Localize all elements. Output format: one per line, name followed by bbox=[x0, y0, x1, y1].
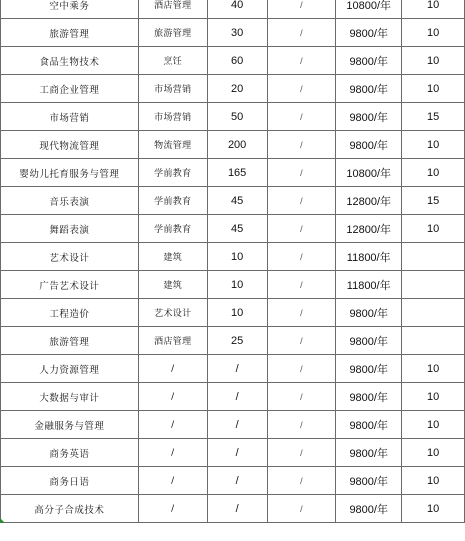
cell-major-name: 市场营销 bbox=[1, 103, 139, 131]
cell-plan-count: / bbox=[207, 355, 267, 383]
cell-plan-count: 10 bbox=[207, 243, 267, 271]
table-row bbox=[1, 383, 465, 411]
cell-category: / bbox=[138, 439, 207, 467]
cell-major-name: 金融服务与管理 bbox=[1, 411, 139, 439]
cell-tuition: 9800/年 bbox=[336, 467, 402, 495]
cell-major-name: 商务英语 bbox=[1, 439, 139, 467]
cell-fee: 10 bbox=[402, 75, 465, 103]
cell-plan-count: / bbox=[207, 495, 267, 523]
cell-tuition: 10800/年 bbox=[336, 159, 402, 187]
cell-fee bbox=[402, 243, 465, 271]
cell-plan-count: 20 bbox=[207, 75, 267, 103]
cell-plan-count: 25 bbox=[207, 327, 267, 355]
cell-category: 旅游管理 bbox=[138, 19, 207, 47]
cell-plan-count: 50 bbox=[207, 103, 267, 131]
cell-major-name: 商务日语 bbox=[1, 467, 139, 495]
table-row bbox=[1, 103, 465, 131]
cell-extra: / bbox=[267, 327, 336, 355]
cell-plan-count: 200 bbox=[207, 131, 267, 159]
table-row bbox=[1, 187, 465, 215]
cell-tuition: 9800/年 bbox=[336, 439, 402, 467]
table-row bbox=[1, 355, 465, 383]
cell-fee: 10 bbox=[402, 131, 465, 159]
cell-extra: / bbox=[267, 159, 336, 187]
cell-plan-count: 40 bbox=[207, 0, 267, 19]
cell-fee bbox=[402, 299, 465, 327]
cell-category: 学前教育 bbox=[138, 215, 207, 243]
cell-extra: / bbox=[267, 439, 336, 467]
cell-tuition: 9800/年 bbox=[336, 103, 402, 131]
table-row bbox=[1, 19, 465, 47]
cell-fee: 10 bbox=[402, 411, 465, 439]
table-row bbox=[1, 215, 465, 243]
cell-major-name: 工商企业管理 bbox=[1, 75, 139, 103]
cell-fee bbox=[402, 327, 465, 355]
cell-extra: / bbox=[267, 215, 336, 243]
cell-tuition: 10800/年 bbox=[336, 0, 402, 19]
cell-category: 建筑 bbox=[138, 243, 207, 271]
table-row bbox=[1, 243, 465, 271]
cell-category: 酒店管理 bbox=[138, 327, 207, 355]
cell-plan-count: / bbox=[207, 439, 267, 467]
cell-plan-count: 165 bbox=[207, 159, 267, 187]
cell-tuition: 9800/年 bbox=[336, 495, 402, 523]
cell-plan-count: 10 bbox=[207, 271, 267, 299]
cell-fee: 10 bbox=[402, 495, 465, 523]
cell-tuition: 9800/年 bbox=[336, 327, 402, 355]
table-row bbox=[1, 411, 465, 439]
cell-major-name: 舞蹈表演 bbox=[1, 215, 139, 243]
cell-extra: / bbox=[267, 187, 336, 215]
cell-category: 物流管理 bbox=[138, 131, 207, 159]
cell-category: 学前教育 bbox=[138, 159, 207, 187]
table-row bbox=[1, 467, 465, 495]
cell-fee: 10 bbox=[402, 159, 465, 187]
cell-extra: / bbox=[267, 243, 336, 271]
cell-extra: / bbox=[267, 19, 336, 47]
cell-major-name: 空中乘务 bbox=[1, 0, 139, 19]
cell-tuition: 11800/年 bbox=[336, 271, 402, 299]
table-row bbox=[1, 131, 465, 159]
cell-tuition: 9800/年 bbox=[336, 19, 402, 47]
cell-category: / bbox=[138, 495, 207, 523]
cell-category: 酒店管理 bbox=[138, 0, 207, 19]
cell-tuition: 9800/年 bbox=[336, 355, 402, 383]
cell-extra: / bbox=[267, 103, 336, 131]
cell-category: 烹饪 bbox=[138, 47, 207, 75]
cell-extra: / bbox=[267, 75, 336, 103]
cell-tuition: 11800/年 bbox=[336, 243, 402, 271]
cell-major-name: 旅游管理 bbox=[1, 327, 139, 355]
cell-fee: 10 bbox=[402, 0, 465, 19]
cell-fee: 10 bbox=[402, 215, 465, 243]
table-row bbox=[1, 271, 465, 299]
cell-extra: / bbox=[267, 411, 336, 439]
cell-category: 市场营销 bbox=[138, 103, 207, 131]
cell-major-name: 旅游管理 bbox=[1, 19, 139, 47]
cell-extra: / bbox=[267, 355, 336, 383]
table-row bbox=[1, 47, 465, 75]
cell-fee: 10 bbox=[402, 47, 465, 75]
cell-major-name: 高分子合成技术 bbox=[1, 495, 139, 523]
cell-extra: / bbox=[267, 467, 336, 495]
cell-tuition: 9800/年 bbox=[336, 47, 402, 75]
cell-extra: / bbox=[267, 0, 336, 19]
cell-extra: / bbox=[267, 299, 336, 327]
cell-extra: / bbox=[267, 271, 336, 299]
cell-plan-count: / bbox=[207, 467, 267, 495]
table-row bbox=[1, 327, 465, 355]
table-row bbox=[1, 439, 465, 467]
cell-tuition: 12800/年 bbox=[336, 187, 402, 215]
table-row bbox=[1, 495, 465, 523]
cell-extra: / bbox=[267, 131, 336, 159]
cell-extra: / bbox=[267, 495, 336, 523]
cell-fee: 15 bbox=[402, 187, 465, 215]
cell-plan-count: 45 bbox=[207, 187, 267, 215]
cell-fee: 10 bbox=[402, 467, 465, 495]
table-row bbox=[1, 75, 465, 103]
table-row bbox=[1, 0, 465, 19]
cell-major-name: 食品生物技术 bbox=[1, 47, 139, 75]
cell-category: / bbox=[138, 355, 207, 383]
cell-tuition: 9800/年 bbox=[336, 411, 402, 439]
cell-tuition: 9800/年 bbox=[336, 299, 402, 327]
cell-fee: 10 bbox=[402, 383, 465, 411]
cell-fee: 10 bbox=[402, 439, 465, 467]
cell-plan-count: 60 bbox=[207, 47, 267, 75]
cell-major-name: 艺术设计 bbox=[1, 243, 139, 271]
cell-major-name: 大数据与审计 bbox=[1, 383, 139, 411]
cell-fee: 10 bbox=[402, 19, 465, 47]
cell-category: / bbox=[138, 467, 207, 495]
cell-category: 学前教育 bbox=[138, 187, 207, 215]
cell-category: 市场营销 bbox=[138, 75, 207, 103]
cell-category: / bbox=[138, 411, 207, 439]
cell-plan-count: 30 bbox=[207, 19, 267, 47]
cell-category: 艺术设计 bbox=[138, 299, 207, 327]
table-body bbox=[1, 0, 465, 523]
cell-category: 建筑 bbox=[138, 271, 207, 299]
table-row bbox=[1, 159, 465, 187]
cell-tuition: 9800/年 bbox=[336, 131, 402, 159]
cell-extra: / bbox=[267, 383, 336, 411]
cell-plan-count: / bbox=[207, 383, 267, 411]
cell-major-name: 人力资源管理 bbox=[1, 355, 139, 383]
cell-major-name: 音乐表演 bbox=[1, 187, 139, 215]
cell-plan-count: / bbox=[207, 411, 267, 439]
cell-plan-count: 45 bbox=[207, 215, 267, 243]
cell-fee: 15 bbox=[402, 103, 465, 131]
cell-fee bbox=[402, 271, 465, 299]
cell-extra: / bbox=[267, 47, 336, 75]
cell-major-name: 工程造价 bbox=[1, 299, 139, 327]
cell-fee: 10 bbox=[402, 355, 465, 383]
cell-major-name: 广告艺术设计 bbox=[1, 271, 139, 299]
table-row bbox=[1, 299, 465, 327]
cell-category: / bbox=[138, 383, 207, 411]
cell-tuition: 12800/年 bbox=[336, 215, 402, 243]
cell-major-name: 婴幼儿托育服务与管理 bbox=[1, 159, 139, 187]
cell-tuition: 9800/年 bbox=[336, 75, 402, 103]
cell-tuition: 9800/年 bbox=[336, 383, 402, 411]
cell-plan-count: 10 bbox=[207, 299, 267, 327]
cell-corner-mark bbox=[0, 518, 5, 523]
cell-major-name: 现代物流管理 bbox=[1, 131, 139, 159]
